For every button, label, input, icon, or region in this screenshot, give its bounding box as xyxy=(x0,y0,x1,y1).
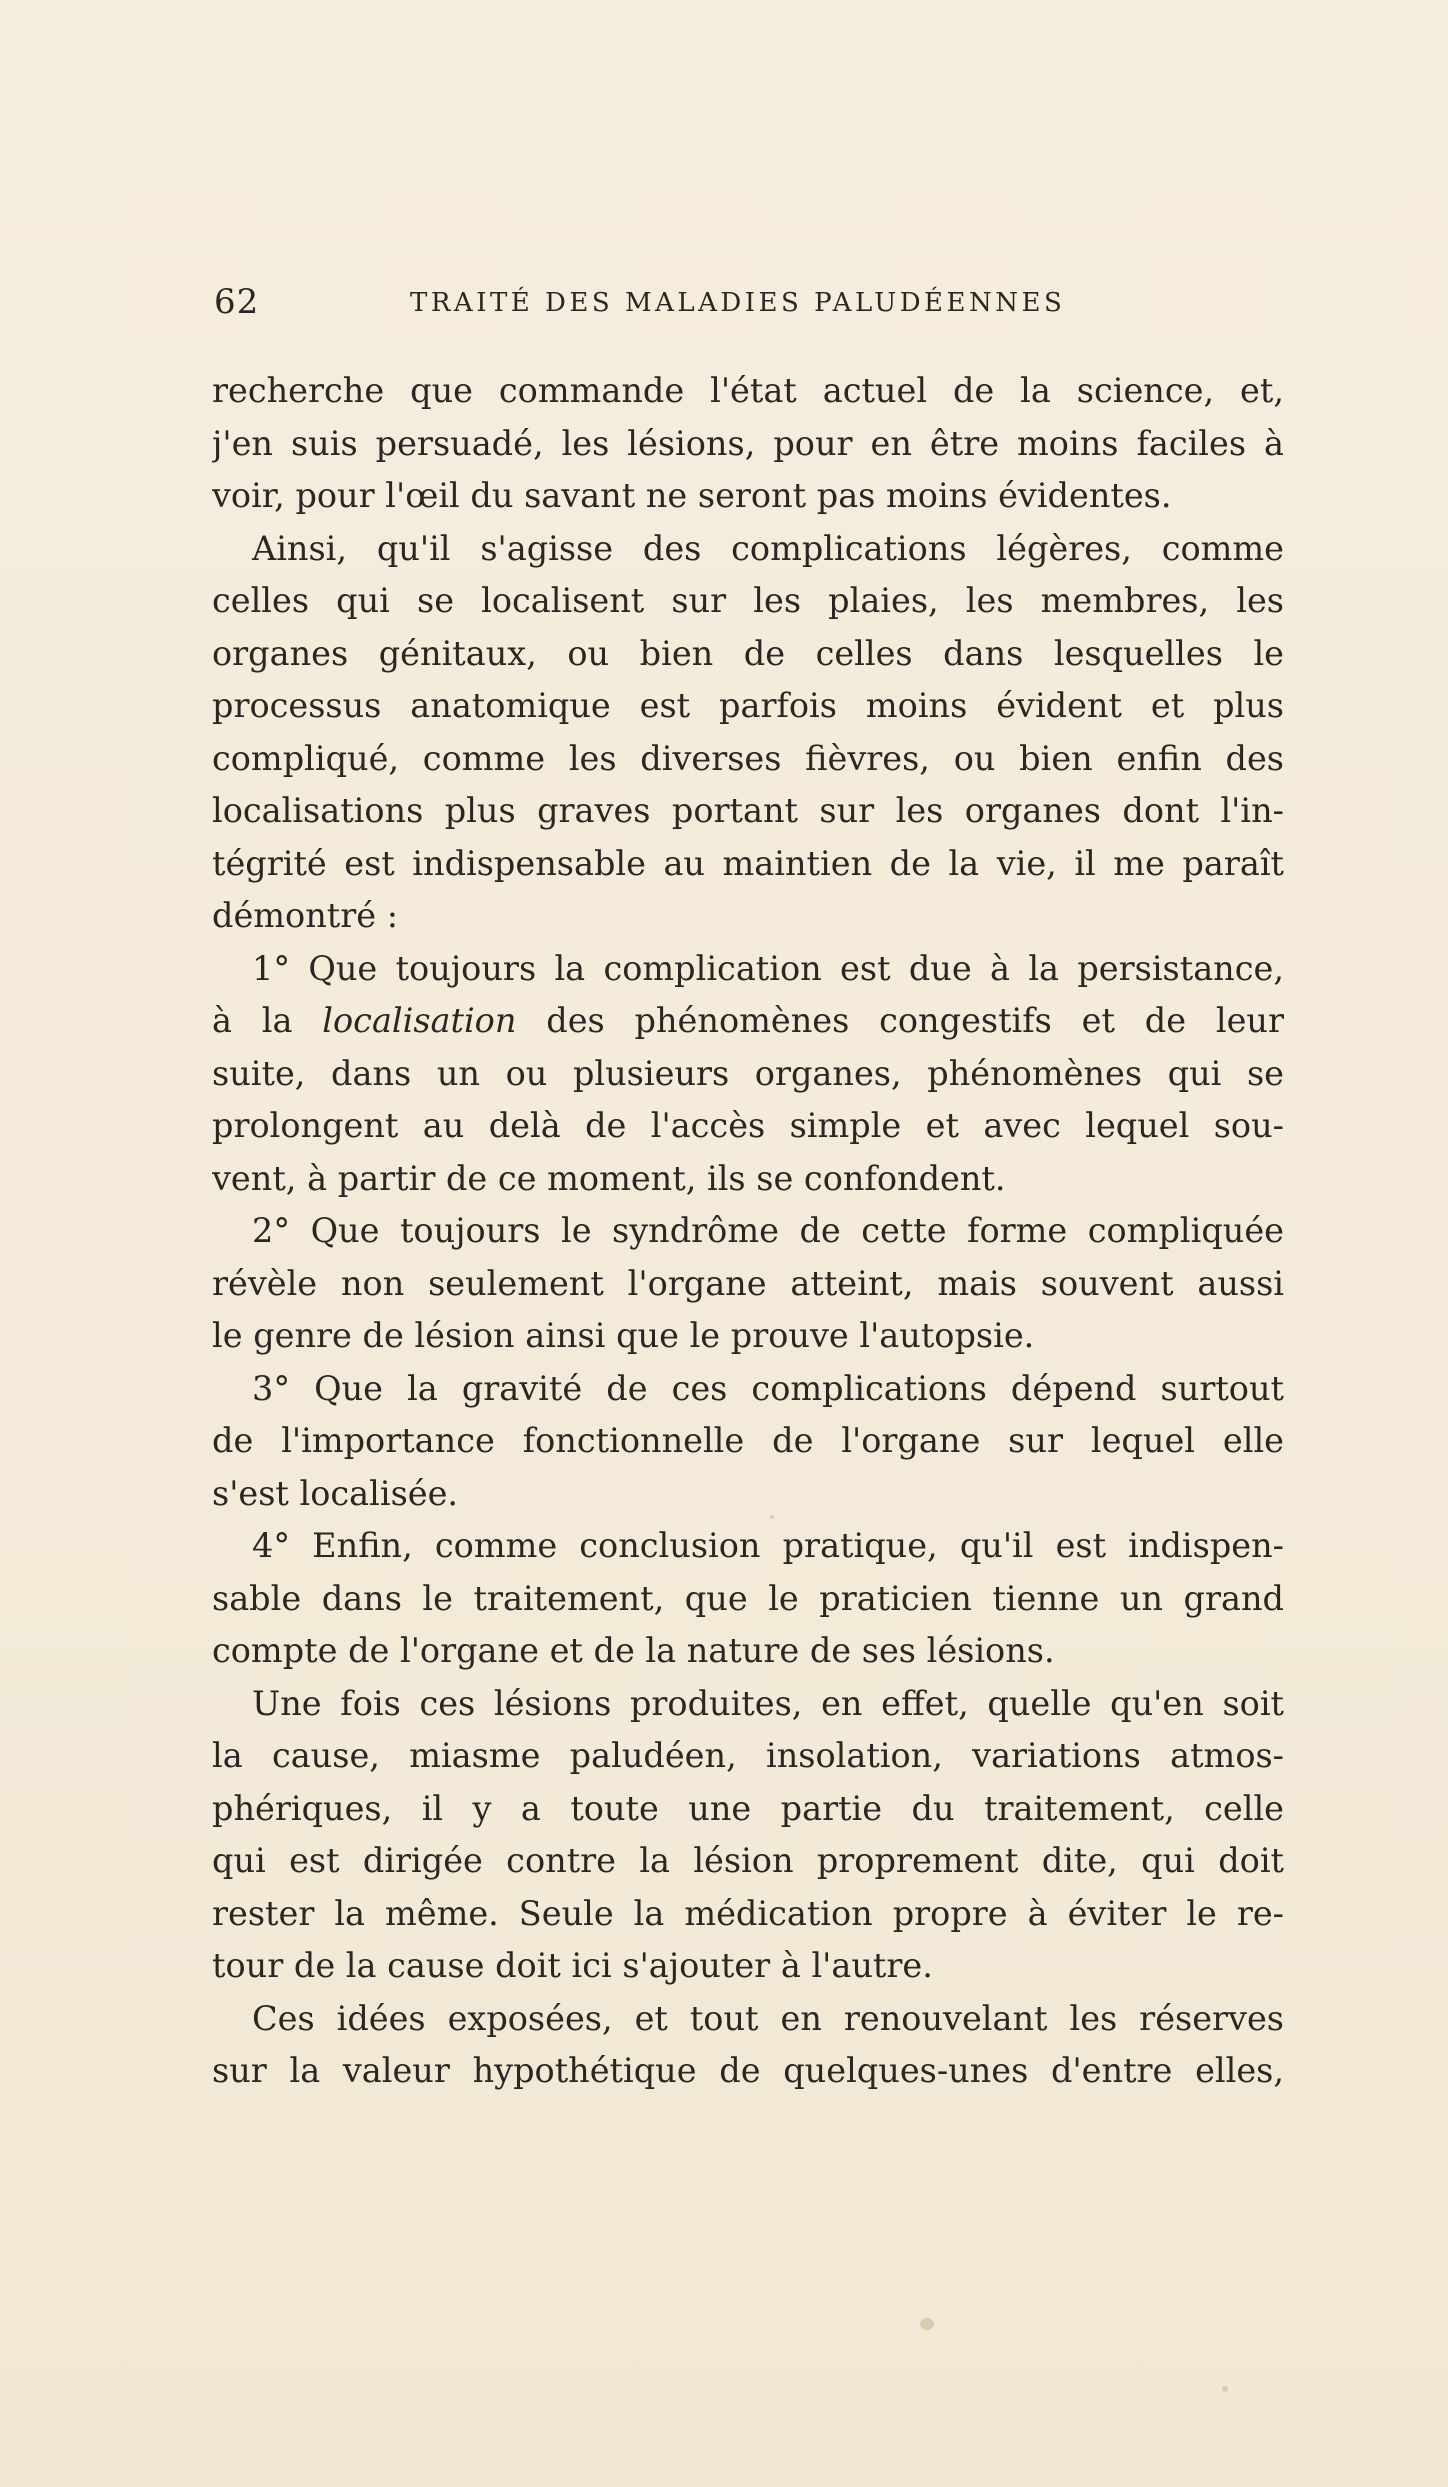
paragraph-start-line: 1° Que toujours la complication est due à la persistance, xyxy=(252,948,1284,988)
text-line: de l'importance fonctionnelle de l'organe sur lequel elle xyxy=(212,1421,1284,1460)
italic-term: localisation xyxy=(322,1001,517,1040)
text-line: la cause, miasme paludéen, insolation, variations atmos- xyxy=(212,1736,1284,1775)
paper-speck xyxy=(920,2318,934,2330)
running-title: TRAITÉ DES MALADIES PALUDÉENNES xyxy=(410,288,1066,318)
paragraph-start-line: Ainsi, qu'il s'agisse des complications légères, comme xyxy=(252,528,1284,568)
text-line: prolongent au delà de l'accès simple et avec lequel sou- xyxy=(212,1106,1284,1145)
text-line: rester la même. Seule la médication propre à éviter le re- xyxy=(212,1893,1284,1933)
paper-speck xyxy=(770,1515,774,1519)
text-line: localisations plus graves portant sur les organes dont l'in- xyxy=(212,791,1284,830)
paragraph-start-line: 2° Que toujours le syndrôme de cette forme compliquée xyxy=(252,1211,1284,1250)
text-line: processus anatomique est parfois moins évident et plus xyxy=(212,686,1284,725)
page-number: 62 xyxy=(214,282,260,322)
page-header xyxy=(214,282,1284,322)
paragraph-start-line: Ces idées exposées, et tout en renouvelant les réserves xyxy=(252,1998,1284,2038)
text-line: j'en suis persuadé, les lésions, pour en être moins faciles à xyxy=(212,423,1284,463)
text-line: révèle non seulement l'organe atteint, mais souvent aussi xyxy=(212,1263,1284,1303)
paragraph-start-line: 3° Que la gravité de ces complications dépend surtout xyxy=(252,1368,1284,1408)
text-segment: des phénomènes congestifs et de leur xyxy=(516,1001,1284,1040)
text-segment: à la xyxy=(212,1001,323,1040)
body-text xyxy=(212,365,1284,2098)
text-line: celles qui se localisent sur les plaies, les membres, les xyxy=(212,581,1284,620)
text-line: tégrité est indispensable au maintien de la vie, il me paraît xyxy=(212,843,1284,883)
text-line: vent, à partir de ce moment, ils se confondent. xyxy=(212,1158,1006,1198)
text-line: phériques, il y a toute une partie du traitement, celle xyxy=(212,1788,1284,1828)
text-line: compliqué, comme les diverses fièvres, ou bien enfin des xyxy=(212,738,1284,778)
text-line: voir, pour l'œil du savant ne seront pas moins évidentes. xyxy=(212,476,1172,515)
paper-speck xyxy=(1222,2386,1228,2392)
text-line: organes génitaux, ou bien de celles dans lesquelles le xyxy=(212,633,1284,673)
text-line-with-italic xyxy=(212,995,1284,1048)
text-line: démontré : xyxy=(212,896,399,935)
text-line: sur la valeur hypothétique de quelques-unes d'entre elles, xyxy=(212,2051,1284,2090)
text-line: suite, dans un ou plusieurs organes, phénomènes qui se xyxy=(212,1053,1284,1093)
text-line: qui est dirigée contre la lésion proprement dite, qui doit xyxy=(212,1841,1284,1880)
text-line: compte de l'organe et de la nature de ses lésions. xyxy=(212,1631,1055,1670)
text-line: sable dans le traitement, que le praticien tienne un grand xyxy=(212,1578,1284,1618)
text-line: le genre de lésion ainsi que le prouve l'autopsie. xyxy=(212,1316,1035,1355)
text-line: recherche que commande l'état actuel de la science, et, xyxy=(212,371,1284,410)
paragraph-start-line: Une fois ces lésions produites, en effet, quelle qu'en soit xyxy=(252,1683,1284,1723)
text-line: s'est localisée. xyxy=(212,1473,459,1513)
text-line: tour de la cause doit ici s'ajouter à l'autre. xyxy=(212,1946,933,1985)
paragraph-start-line: 4° Enfin, comme conclusion pratique, qu'il est indispen- xyxy=(252,1526,1284,1565)
